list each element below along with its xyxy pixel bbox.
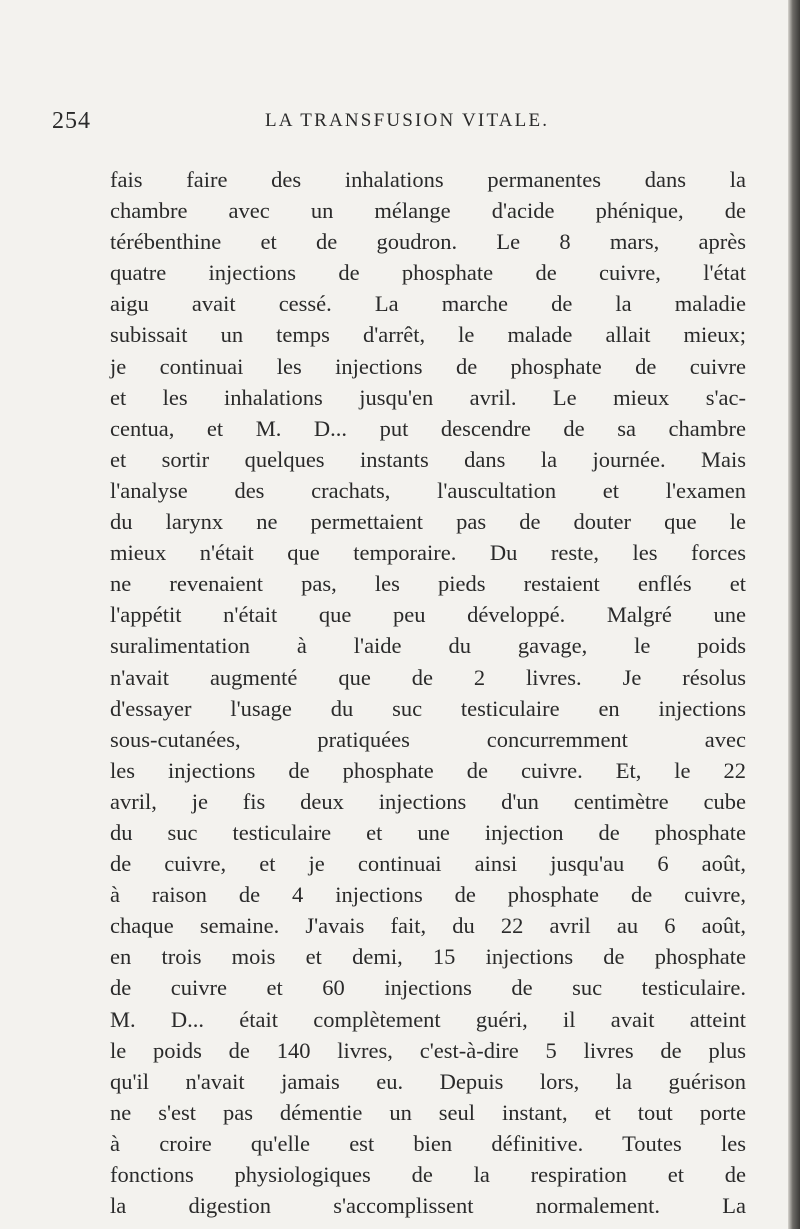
text-line: la digestion s'accomplissent normalement. La xyxy=(110,1193,746,1219)
text-line: chaque semaine. J'avais fait, du 22 avril au 6 août, xyxy=(110,913,746,939)
running-title: LA TRANSFUSION VITALE. xyxy=(265,110,550,131)
text-line: en trois mois et demi, 15 injections de phosphate xyxy=(110,944,746,970)
text-line: chambre avec un mélange d'acide phénique, de xyxy=(110,198,746,224)
text-line: quatre injections de phosphate de cuivre, l'état xyxy=(110,260,746,286)
text-line: sous-cutanées, pratiquées concurremment avec xyxy=(110,726,746,752)
text-line: du suc testiculaire et une injection de phosphate xyxy=(110,819,746,845)
text-line: d'essayer l'usage du suc testiculaire en injections xyxy=(110,695,746,721)
text-line: les injections de phosphate de cuivre. Et, le 22 xyxy=(110,757,746,783)
text-line: de cuivre et 60 injections de suc testiculaire. xyxy=(110,975,746,1001)
text-line: avril, je fis deux injections d'un centimètre cube xyxy=(110,788,746,814)
text-line: et sortir quelques instants dans la journée. Mais xyxy=(110,446,746,472)
text-line: aigu avait cessé. La marche de la maladie xyxy=(110,291,746,317)
text-line: je continuai les injections de phosphate de cuivre xyxy=(110,353,746,379)
text-line: de cuivre, et je continuai ainsi jusqu'au 6 août, xyxy=(110,851,746,877)
text-line: centua, et M. D... put descendre de sa chambre xyxy=(110,415,746,441)
text-line: et les inhalations jusqu'en avril. Le mieux s'ac- xyxy=(110,384,746,410)
text-line: mieux n'était que temporaire. Du reste, les forces xyxy=(110,540,746,566)
page-header xyxy=(52,108,745,142)
text-line: M. D... était complètement guéri, il avait atteint xyxy=(110,1006,746,1032)
text-line: fais faire des inhalations permanentes dans la xyxy=(110,167,746,192)
text-line: térébenthine et de goudron. Le 8 mars, après xyxy=(110,229,746,255)
text-line: suralimentation à l'aide du gavage, le poids xyxy=(110,633,746,659)
text-line: à croire qu'elle est bien définitive. Toutes les xyxy=(110,1130,746,1156)
page-edge-shadow xyxy=(788,0,800,1229)
text-line: qu'il n'avait jamais eu. Depuis lors, la guérison xyxy=(110,1068,746,1094)
text-line: ne s'est pas démentie un seul instant, et tout porte xyxy=(110,1099,746,1125)
text-line: subissait un temps d'arrêt, le malade allait mieux; xyxy=(110,322,746,348)
text-line: l'analyse des crachats, l'auscultation et l'examen xyxy=(110,477,746,503)
page-number: 254 xyxy=(52,108,91,134)
text-line: n'avait augmenté que de 2 livres. Je résolus xyxy=(110,664,746,690)
text-line: fonctions physiologiques de la respiration et de xyxy=(110,1162,746,1187)
body-paragraph xyxy=(110,164,746,1221)
text-line: du larynx ne permettaient pas de douter que le xyxy=(110,509,746,535)
text-line: ne revenaient pas, les pieds restaient enflés et xyxy=(110,571,746,597)
text-line: le poids de 140 livres, c'est-à-dire 5 livres de plus xyxy=(110,1037,746,1063)
text-line: l'appétit n'était que peu développé. Malgré une xyxy=(110,602,746,628)
text-line: à raison de 4 injections de phosphate de cuivre, xyxy=(110,882,746,908)
